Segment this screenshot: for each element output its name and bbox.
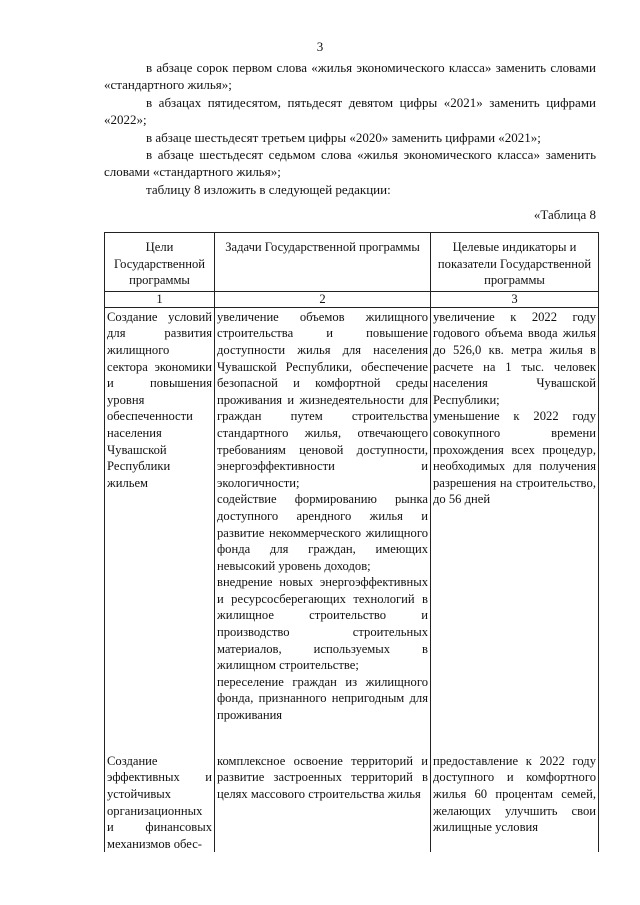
indicators-cell: [431, 751, 599, 853]
table-caption: «Таблица 8: [533, 207, 596, 222]
indicator-item: предоставление к 2022 году доступного и комфортного жилья 60 процентам семей, желающих улучшить свои жилищные условия: [433, 753, 596, 835]
indicator-item: увеличение к 2022 году годового объема ввода жилья до 526,0 кв. метра жилья в расчете на 1 тыс. человек населения Чувашской Республики;: [433, 309, 596, 407]
goal-cell: Создание условий для развития жилищного сектора экономики и повышения уровня обеспеченности населения Чувашской Республики жильем: [105, 307, 215, 751]
paragraph-1: в абзаце сорок первом слова «жилья экономического класса» заменить словами «стандартного жилья»;: [104, 60, 596, 93]
column-number-3: 3: [431, 291, 599, 307]
task-item: содействие формированию рынка доступного арендного жилья и развитие некоммерческого жилищного фонда для граждан, имеющих невысокий уровень доходов;: [217, 492, 428, 573]
amendment-text: [104, 59, 596, 198]
paragraph-2: в абзацах пятидесятом, пятьдесят девятом цифры «2021» заменить цифрами «2022»;: [104, 94, 596, 128]
table-row: [105, 307, 599, 751]
indicators-cell: [431, 307, 599, 751]
column-number-1: 1: [105, 291, 215, 307]
header-goals: Цели Государственной программы: [105, 233, 215, 292]
column-number-2: 2: [215, 291, 431, 307]
paragraph-5: таблицу 8 изложить в следующей редакции:: [146, 181, 391, 197]
task-item: внедрение новых энергоэффективных и ресурсосберегающих технологий в жилищное строительство и производство строительных материалов, используемых в жилищном строительстве;: [217, 575, 428, 673]
table-row: [105, 751, 599, 853]
tasks-cell: [215, 307, 431, 751]
page-number: 3: [316, 39, 324, 54]
table-header-row: [105, 233, 599, 292]
tasks-cell: [215, 751, 431, 853]
header-indicators: Целевые индикаторы и показатели Государственной программы: [431, 233, 599, 292]
column-number-row: [105, 291, 599, 307]
header-tasks: Задачи Государственной программы: [215, 233, 431, 292]
goal-cell: Создание эффективных и устойчивых организационных и финансовых механизмов обес-: [105, 751, 215, 853]
program-table: [104, 232, 599, 852]
task-item: переселение граждан из жилищного фонда, признанного непригодным для проживания: [217, 674, 428, 723]
paragraph-3: в абзаце шестьдесят третьем цифры «2020» заменить цифрами «2021»;: [146, 129, 541, 145]
task-item: увеличение объемов жилищного строительства и повышение доступности жилья для населения Чувашской Республики, обеспечение безопасной и комфортной среды проживания и жизнедеятельности для граждан путем строительства стандартного жилья, отвечающего требованиям ценовой доступности, энергоэффективности и экологичности;: [217, 309, 428, 490]
indicator-item: уменьшение к 2022 году совокупного времени прохождения всех процедур, необходимых для получения разрешения на строительство, до 56 дней: [433, 409, 596, 507]
paragraph-4: в абзаце шестьдесят седьмом слова «жилья экономического класса» заменить словами «стандартного жилья»;: [104, 147, 596, 180]
task-item: комплексное освоение территорий и развитие застроенных территорий в целях массового строительства жилья: [217, 753, 428, 801]
